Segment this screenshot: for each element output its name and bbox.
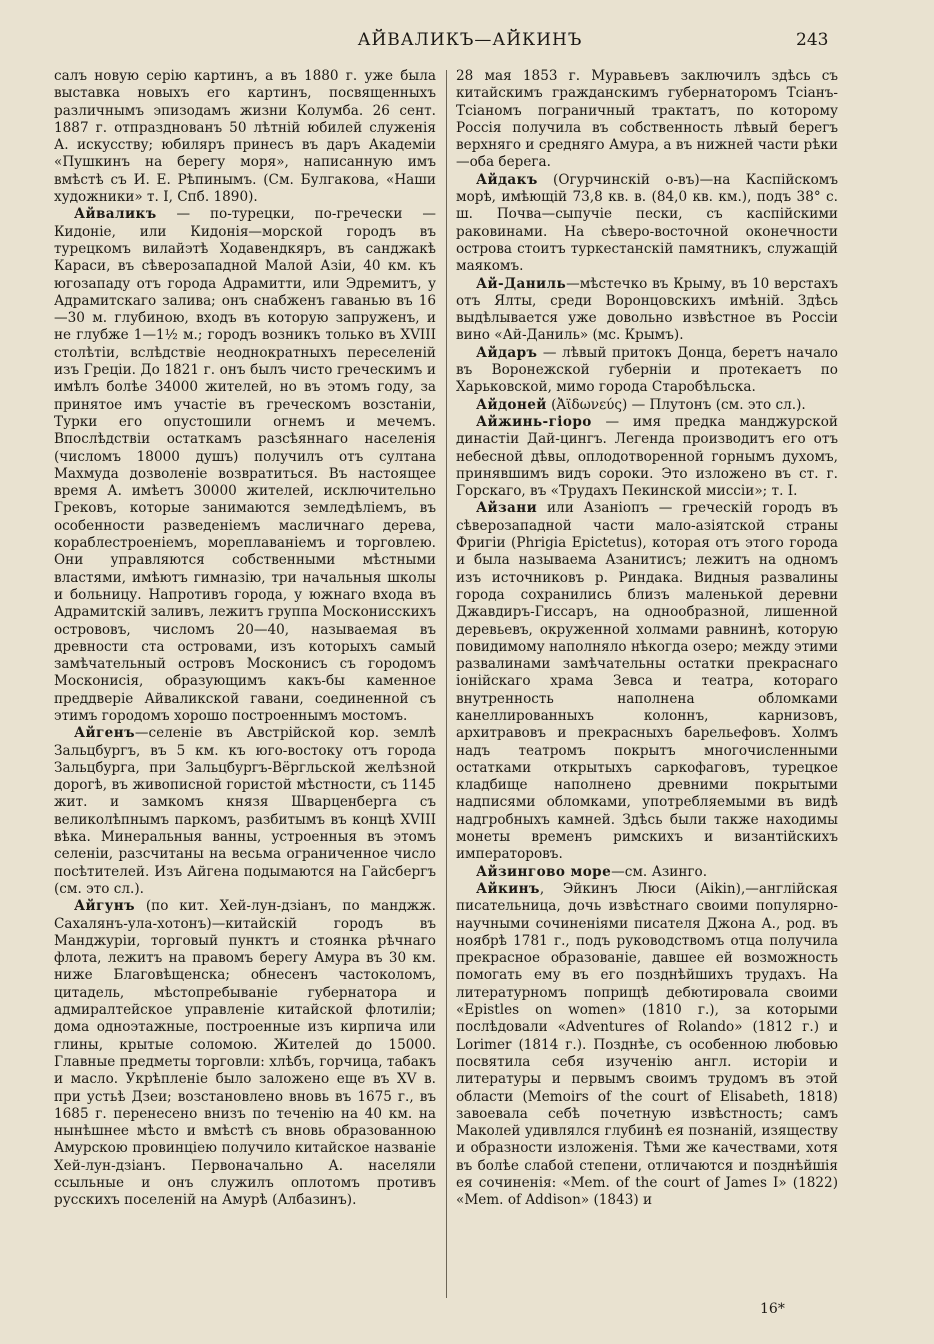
entry: Айдаръ — лѣвый притокъ Донца, беретъ начало въ Воронежской губерніи и протекаетъ по Харьковской, мимо города Старобѣльска. <box>456 344 838 396</box>
headword: Айзани <box>476 500 538 517</box>
signature-mark: 16* <box>760 1301 785 1317</box>
headword: Айдоней <box>476 396 547 413</box>
headword: Айгунъ <box>74 898 135 915</box>
headword: Айкинъ <box>476 880 540 897</box>
right-column <box>456 68 838 1210</box>
entry: Айзани или Азаніопъ — греческій городъ въ сѣверозападной части мало-азіятской страны Фригіи (Phrigia Epictetus), которая отъ этого города и была называема Азанитисъ; лежитъ на одномъ изъ источниковъ р. Риндака. Видныя развалины города сохранились близъ маленькой деревни Джавдиръ-Гиссаръ, на однообразной, лишенной деревьевъ, окруженной холмами равнинѣ, которую повидимому наполняло нѣкогда озеро; между этими развалинами замѣчательны остатки прекраснаго іонійскаго храма Зевса и театра, котораго внутренность наполнена обломками канеллированныхъ колоннъ, карнизовъ, архитравовъ и прекрасныхъ барельефовъ. Холмъ надъ театромъ покрытъ многочисленными остатками открытыхъ саркофаговъ, турецкое кладбище наполнено древними покрытыми надписями обломками, употребляемыми въ видѣ надгробныхъ камней. Здѣсь были также находимы монеты временъ римскихъ и византійскихъ императоровъ. <box>456 500 838 863</box>
headword: Ай-Даниль <box>476 275 567 292</box>
column-divider <box>446 70 447 1298</box>
entry: Айдоней (Ἀϊδωνεύς) — Плутонъ (см. это сл.). <box>476 396 806 413</box>
left-column <box>54 68 436 1210</box>
headword: Айваликъ <box>74 206 157 223</box>
entry: Ай-Даниль—мѣстечко въ Крыму, въ 10 верстахъ отъ Ялты, среди Воронцовскихъ имѣній. Здѣсь выдѣлывается уже довольно извѣстное въ Россіи вино «Ай-Даниль» (мс. Крымъ). <box>456 275 838 344</box>
page-number: 243 <box>796 30 829 50</box>
entry: Айгенъ—селеніе въ Австрійской кор. землѣ Зальцбургъ, въ 5 км. къ юго-востоку отъ города Зальцбурга, при Зальцбургъ-Вёргльской желѣзной дорогѣ, въ живописной гористой мѣстности, съ 1145 жит. и замкомъ князя Шварценберга съ великолѣпнымъ паркомъ, разбитымъ въ концѣ XVIII вѣка. Минеральныя ванны, устроенныя въ этомъ селеніи, разсчитаны на весьма ограниченное число посѣтителей. Изъ Айгена подымаются на Гайсбергъ (см. это сл.). <box>54 725 436 897</box>
headword: Айдакъ <box>476 171 538 188</box>
entry: Айжинь-гіоро — имя предка манджурской династіи Дай-цингъ. Легенда производитъ его отъ небесной дѣвы, оплодотворенной горнымъ духомъ, принявшимъ видъ сороки. Это изложено въ ст. г. Горскаго, въ «Трудахъ Пекинской миссіи»; т. I. <box>456 413 838 500</box>
entry: Айваликъ — по-турецки, по-гречески — Кидоніе, или Кидонія—морской городъ въ турецкомъ вилайэтѣ Ходавендкяръ, въ санджакѣ Караси, въ сѣверозападной Малой Азіи, 40 км. къ югозападу отъ города Адрамитти, или Эдремитъ, у Адрамитскаго залива; онъ снабженъ гаванью въ 16—30 м. глубиною, входъ въ которую запруженъ, и не глубже 1—1½ м.; городъ возникъ только въ XVIII столѣтіи, вслѣдствіе неоднократныхъ переселеній изъ Греціи. До 1821 г. онъ былъ чисто греческимъ и имѣлъ болѣе 34000 жителей, но въ этомъ году, за принятое имъ участіе въ греческомъ возстаніи, Турки его опустошили огнемъ и мечемъ. Впослѣдствіи остаткамъ разсѣяннаго населенія (числомъ 18000 душъ) получилъ отъ султана Махмуда дозволеніе возвратиться. Въ настоящее время А. имѣетъ 30000 жителей, исключительно Грековъ, которые занимаются земледѣліемъ, въ особенности разведеніемъ масличнаго дерева, кораблестроеніемъ, мореплаваніемъ и торговлею. Они управляются собственными мѣстными властями, имѣютъ гимназію, три начальныя школы и больницу. Напротивъ города, у южнаго входа въ Адрамитскій заливъ, лежитъ группа Москонисскихъ острововъ, числомъ 20—40, называемая въ древности ста островами, изъ которыхъ самый замѣчательный островъ Москонисъ съ городомъ Москонисія, образующимъ какъ-бы каменное преддверіе Айваликской гавани, соединенной съ этимъ городомъ хорошо построеннымъ мостомъ. <box>54 206 436 724</box>
headword: Айзингово море <box>476 863 612 880</box>
entry: 28 мая 1853 г. Муравьевъ заключилъ здѣсь съ китайскимъ гражданскимъ губернаторомъ Тсіанъ-Тсіаномъ пограничный трактатъ, по которому Россія получила въ собственность лѣвый берегъ верхняго и средняго Амура, а въ нижней части рѣки—оба берега. <box>456 68 838 171</box>
headword: Айдаръ <box>476 344 538 361</box>
entry: Айкинъ, Эйкинъ Люси (Aikin),—англійская писательница, дочь извѣстнаго своими популярно-научными сочиненіями писателя Джона А., род. въ ноябрѣ 1781 г., подъ руководствомъ отца получила прекрасное образованіе, давшее ей возможность помогать ему въ его позднѣйшихъ трудахъ. На литературномъ поприщѣ дебютировала своими «Epistles on women» (1810 г.), за которыми послѣдовали «Adventures of Rolando» (1812 г.) и Lorimer (1814 г.). Позднѣе, съ особенною любовью посвятила себя изученію англ. исторіи и литературы и первымъ своимъ трудомъ въ этой области (Memoirs of the court of Elisabeth, 1818) завоевала себѣ почетную извѣстность; самъ Маколей удивлялся глубинѣ ея познаній, изяществу и образности изложенія. Тѣми же качествами, хотя въ болѣе слабой степени, отличаются и позднѣйшія ея сочиненія: «Mem. of the court of James I» (1822) «Mem. of Addison» (1843) и <box>456 880 838 1209</box>
headword: Айгенъ <box>74 725 135 742</box>
entry: Айзингово море—см. Азинго. <box>476 863 708 880</box>
entry: салъ новую серію картинъ, а въ 1880 г. уже была выставка новыхъ его картинъ, посвященныхъ различнымъ эпизодамъ жизни Колумба. 26 сент. 1887 г. отпразднованъ 50 лѣтній юбилей служенія А. искусству; юбиляръ принесъ въ даръ Академіи «Пушкинъ на берегу моря», написанную имъ вмѣстѣ съ И. Е. Рѣпинымъ. (См. Булгакова, «Наши художники» т. I, Спб. 1890). <box>54 68 436 206</box>
entry: Айгунъ (по кит. Хей-лун-дзіанъ, по манджж. Сахалянъ-ула-хотонъ)—китайскій городъ въ Манджуріи, торговый пунктъ и стоянка рѣчнаго флота, лежитъ на правомъ берегу Амура въ 30 км. ниже Благовѣщенска; обнесенъ частоколомъ, цитадель, мѣстопребываніе губернатора и адмиралтейское управленіе китайской флотиліи; дома одноэтажные, построенные изъ кирпича или глины, крытые соломою. Жителей до 15000. Главные предметы торговли: хлѣбъ, горчица, табакъ и масло. Укрѣпленіе было заложено еще въ XV в. при устьѣ Дзеи; возстановлено вновь въ 1675 г., въ 1685 г. перенесено внизъ по теченію на 40 км. на нынѣшнее мѣсто и вмѣстѣ съ вновь образованною Амурскою провинціею получило китайское названіе Хей-лун-дзіанъ. Первоначально А. населяли ссыльные и онъ служилъ оплотомъ противъ русскихъ поселеній на Амурѣ (Албазинъ). <box>54 898 436 1209</box>
entry: Айдакъ (Огурчинскій о-въ)—на Каспійскомъ морѣ, имѣющій 73,8 кв. в. (84,0 кв. км.), подъ 38° с. ш. Почва—сыпучіе пески, съ каспійскими раковинами. На сѣверо-восточной оконечности острова стоитъ туркестанскій памятникъ, служащій маякомъ. <box>456 171 838 275</box>
headword: Айжинь-гіоро <box>476 413 592 430</box>
running-head: АЙВАЛИКЪ—АЙКИНЪ <box>357 30 583 50</box>
